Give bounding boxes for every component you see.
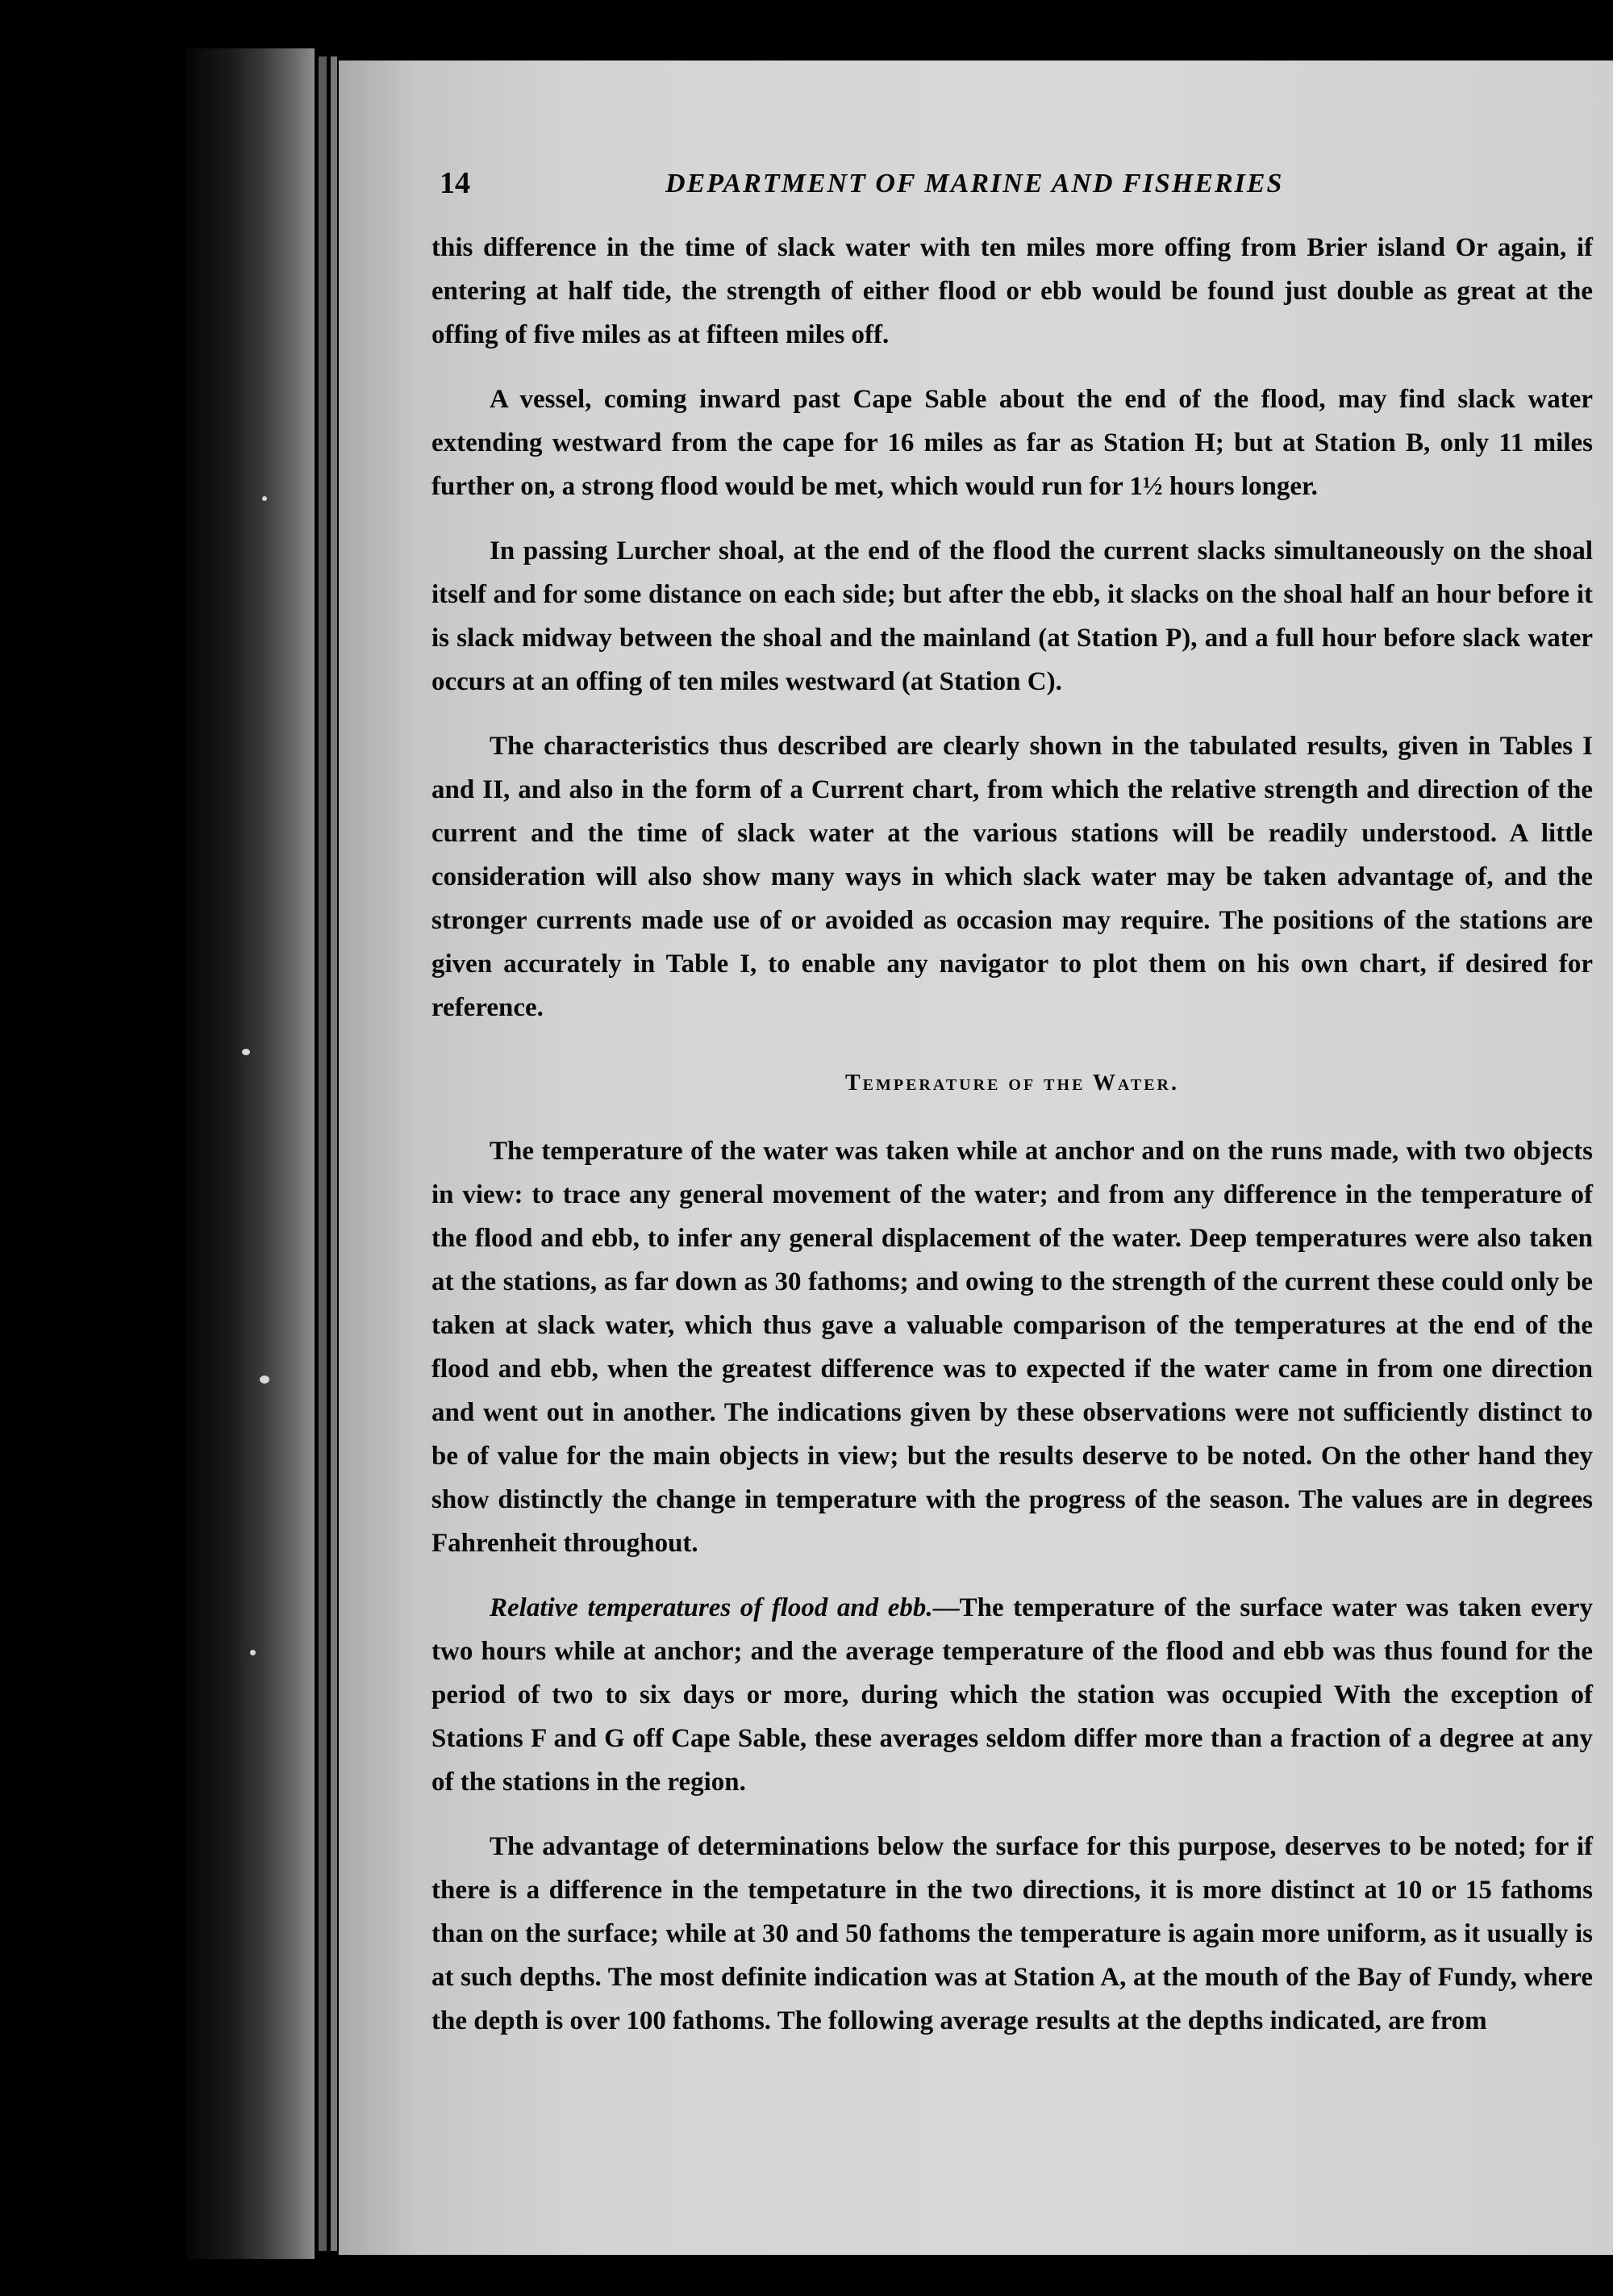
paragraph: A vessel, coming inward past Cape Sable about the end of the flood, may find slack water extending westward from the cape for 16 miles as far as Station H; but at Station B, only 11 miles further on, a strong flood would be met, which would run for 1½ hours longer. bbox=[431, 385, 1593, 501]
document-page bbox=[339, 61, 1613, 2255]
section-heading: Temperature of the Water. bbox=[844, 1071, 1179, 1096]
page-edge bbox=[331, 56, 337, 2251]
paragraph: The characteristics thus described are clearly shown in the tabulated results, given in Tables I and II, and also in the form of a Current chart, from which the relative strength and direction of the current and the time of slack water at the various stations will be readily understood. A little consideration will also show many ways in which slack water may be taken advantage of, and the stronger currents made use of or avoided as occasion may require. The positions of the stations are given accurately in Table I, to enable any navigator to plot them on his own chart, if desired for reference. bbox=[431, 732, 1593, 1022]
page-edge bbox=[319, 56, 327, 2251]
paragraph: this difference in the time of slack water with ten miles more offing from Brier island Or again, if entering at half tide, the strength of either flood or ebb would be found just double as great at the offing of five miles as at fifteen miles off. bbox=[431, 233, 1593, 349]
page-header bbox=[440, 165, 1585, 214]
paragraph: In passing Lurcher shoal, at the end of the flood the current slacks simultaneously on the shoal itself and for some distance on each side; but after the ebb, it slacks on the shoal half an hour before it is slack midway between the shoal and the mainland (at Station P), and a full hour before slack water occurs at an offing of ten miles westward (at Station C). bbox=[431, 536, 1593, 696]
paragraph-body: —The temperature of the surface water was taken every two hours while at anchor; and the average temperature of the flood and ebb was thus found for the period of two to six days or more, during which the station was occupied With the exception of Stations F and G off Cape Sable, these averages seldom differ more than a fraction of a degree at any of the stations in the region. bbox=[431, 1593, 1594, 1797]
paragraph: The temperature of the water was taken while at anchor and on the runs made, with two objects in view: to trace any general movement of the water; and from any difference in the temperature of the flood and ebb, to infer any general displacement of the water. Deep temperatures were also taken at the stations, as far down as 30 fathoms; and owing to the strength of the current these could only be taken at slack water, which thus gave a valuable comparison of the temperatures at the end of the flood and ebb, when the greatest difference was to expected if the water came in from one direction and went out in another. The indications given by these observations were not sufficiently distinct to be of value for the main objects in view; but the results deserve to be noted. On the other hand they show distinctly the change in temperature with the progress of the season. The values are in degrees Fahrenheit throughout. bbox=[431, 1137, 1593, 1558]
book-binding-shadow bbox=[185, 48, 315, 2259]
paragraph bbox=[431, 1586, 1593, 1804]
body-text bbox=[431, 226, 1593, 2064]
paragraph-lead: Relative temperatures of flood and ebb. bbox=[490, 1593, 933, 1622]
paragraph: The advantage of determinations below the surface for this purpose, deserves to be noted; for if there is a difference in the tempetature in the two directions, it is more distinct at 10 or 15 fathoms than on the surface; while at 30 and 50 fathoms the temperature is again more uniform, as it usually is at such depths. The most definite indication was at Station A, at the mouth of the Bay of Fundy, where the depth is over 100 fathoms. The following average results at the depths indicated, are from bbox=[431, 1832, 1593, 2035]
page-number: 14 bbox=[440, 166, 470, 200]
running-head: DEPARTMENT OF MARINE AND FISHERIES bbox=[665, 169, 1284, 198]
